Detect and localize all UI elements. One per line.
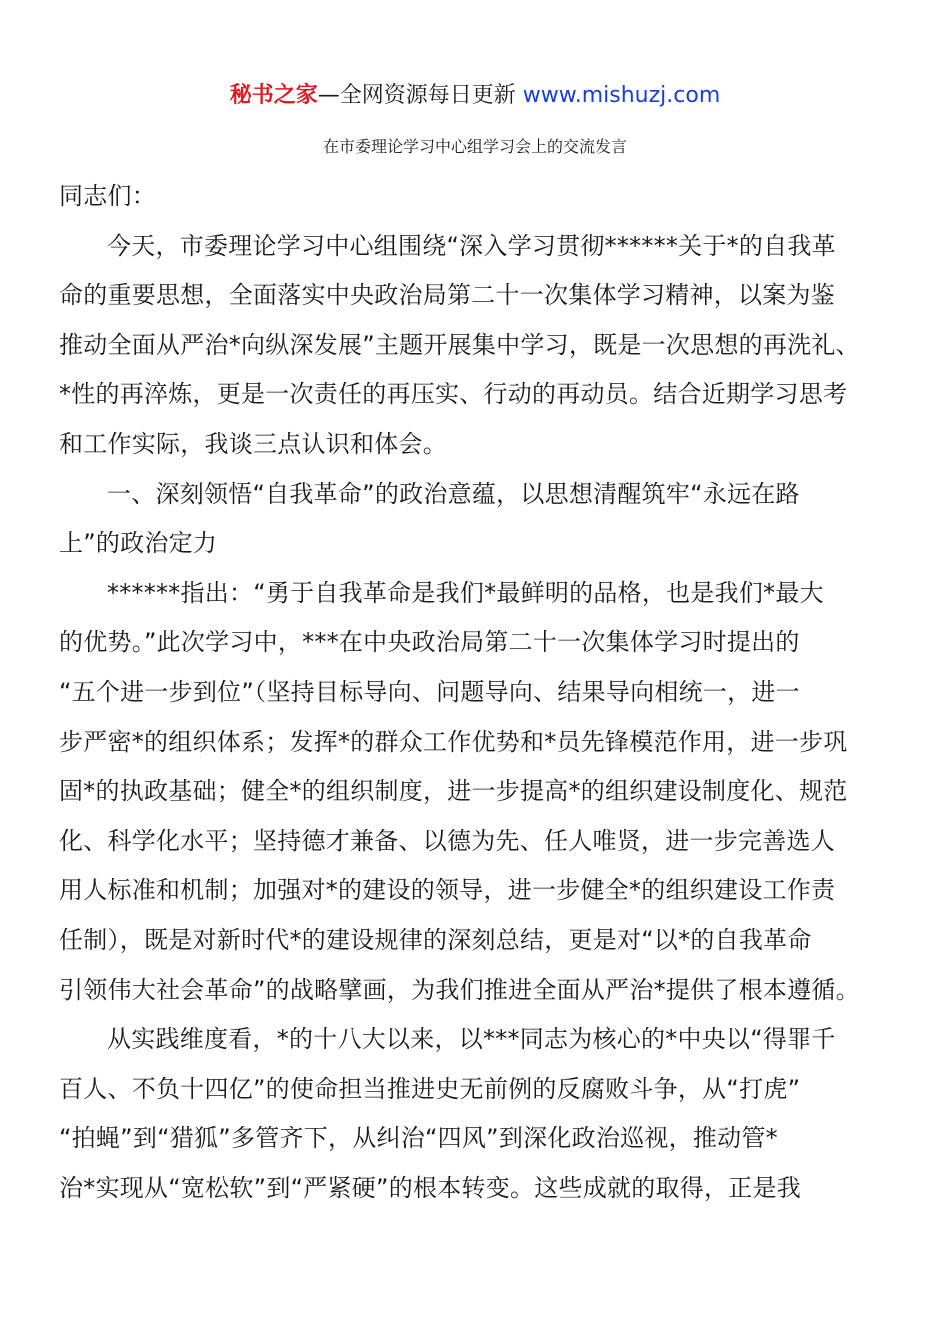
paragraph-line: ******指出：“勇于自我革命是我们*最鲜明的品格，也是我们*最大: [107, 578, 824, 607]
document-title: 在市委理论学习中心组学习会上的交流发言: [322, 137, 627, 156]
paragraph-line: 用人标准和机制；加强对*的建设的领导，进一步健全*的组织建设工作责: [59, 876, 836, 905]
paragraph-line: 固*的执政基础；健全*的组织制度，进一步提高*的组织建设制度化、规范: [59, 777, 848, 806]
paragraph-line: 今天，市委理论学习中心组围绕“深入学习贯彻******关于*的自我革: [107, 231, 836, 260]
paragraph-line: 的优势。”此次学习中，***在中央政治局第二十一次集体学习时提出的: [59, 628, 800, 657]
paragraph-line: 推动全面从严治*向纵深发展”主题开展集中学习，既是一次思想的再洗礼、: [59, 330, 860, 359]
paragraph-line: 和工作实际，我谈三点认识和体会。: [59, 429, 447, 458]
paragraph-line: 百人、不负十四亿”的使命担当推进史无前例的反腐败斗争，从“打虎”: [59, 1074, 801, 1103]
paragraph-line: 从实践维度看，*的十八大以来，以***同志为核心的*中央以“得罪千: [107, 1025, 836, 1054]
paragraph-line: 任制），既是对新时代*的建设规律的深刻总结，更是对“以*的自我革命: [59, 925, 812, 954]
paragraph-line: 步严密*的组织体系；发挥*的群众工作优势和*员先锋模范作用，进一步巩: [59, 727, 848, 756]
header-tagline: —全网资源每日更新: [317, 83, 523, 108]
paragraph-line: *性的再淬炼，更是一次责任的再压实、行动的再动员。结合近期学习思考: [59, 380, 848, 409]
document-body: [59, 172, 894, 1213]
site-header: [0, 80, 950, 112]
section-heading-line: 上”的政治定力: [59, 529, 218, 558]
paragraph-line: 治*实现从“宽松软”到“严紧硬”的根本转变。这些成就的取得，正是我: [59, 1173, 801, 1202]
salutation-line: 同志们：: [59, 182, 156, 210]
site-url[interactable]: www.mishuzj.com: [522, 83, 721, 108]
paragraph-line: “五个进一步到位”（坚持目标导向、问题导向、结果导向相统一，进一: [59, 677, 800, 706]
brand-name: 秘书之家: [229, 83, 318, 108]
section-heading-line: 一、深刻领悟“自我革命”的政治意蕴，以思想清醒筑牢“永远在路: [107, 479, 800, 508]
paragraph-line: 命的重要思想，全面落实中央政治局第二十一次集体学习精神，以案为鉴: [59, 281, 835, 310]
paragraph-line: “拍蝇”到“猎狐”多管齐下，从纠治“四风”到深化政治巡视，推动管*: [59, 1124, 778, 1153]
paragraph-line: 引领伟大社会革命”的战略擘画，为我们推进全面从严治*提供了根本遵循。: [59, 975, 860, 1004]
paragraph-line: 化、科学化水平；坚持德才兼备、以德为先、任人唯贤，进一步完善选人: [59, 826, 835, 855]
